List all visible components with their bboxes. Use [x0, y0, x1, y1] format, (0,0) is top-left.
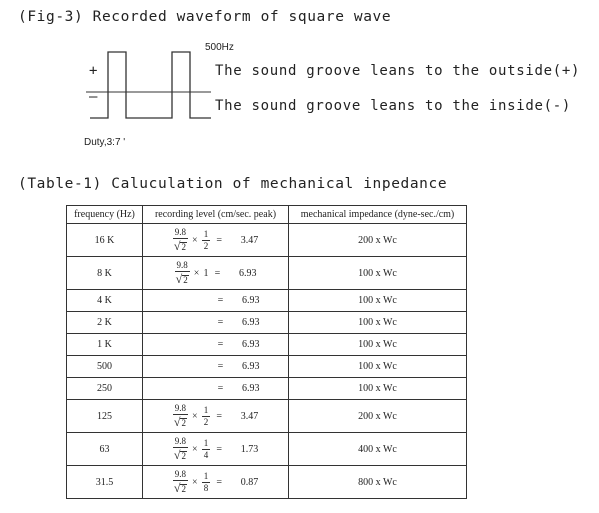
fraction-9.8-over-root2	[173, 228, 188, 252]
radicand: 2	[181, 418, 186, 428]
fraction-9.8-over-root2	[173, 437, 188, 461]
square-wave-trace	[90, 52, 211, 118]
mechanical-impedance-cell: 100 x Wc	[289, 334, 467, 356]
frequency-cell: 63	[67, 433, 143, 466]
fraction-numerator: 9.8	[176, 260, 188, 270]
outside-description: The sound groove leans to the outside(+)	[215, 63, 581, 79]
equals-sign: =	[217, 295, 224, 306]
recording-level-value: 6.93	[242, 317, 260, 328]
table-row	[67, 466, 467, 499]
equals-sign: =	[216, 443, 222, 455]
table-row	[67, 400, 467, 433]
recording-level-expression	[143, 261, 288, 285]
radical-sign: √	[173, 448, 181, 462]
frequency-cell: 31.5	[67, 466, 143, 499]
recording-level-expression	[143, 470, 288, 494]
equals-sign: =	[216, 410, 222, 422]
radicand: 2	[181, 451, 186, 461]
mechanical-impedance-cell: 100 x Wc	[289, 312, 467, 334]
figure-caption: (Fig-3) Recorded waveform of square wave	[18, 9, 392, 25]
fraction-9.8-over-root2	[173, 404, 188, 428]
coefficient-fraction	[202, 406, 211, 427]
equals-sign: =	[214, 267, 221, 279]
recording-level-value: 6.93	[242, 361, 260, 372]
header-frequency: frequency (Hz)	[67, 206, 143, 224]
mechanical-impedance-cell: 200 x Wc	[289, 224, 467, 257]
coefficient-numerator: 1	[203, 404, 209, 415]
recording-level-cell	[143, 400, 289, 433]
square-wave-diagram	[86, 48, 216, 128]
plus-sign: +	[89, 63, 98, 79]
radicand: 2	[181, 242, 186, 252]
frequency-cell: 125	[67, 400, 143, 433]
recording-level-value: 6.93	[242, 295, 260, 306]
frequency-label: 500Hz	[205, 42, 234, 53]
recording-level-cell	[143, 224, 289, 257]
recording-level-value: 3.47	[240, 234, 259, 246]
recording-level-cell	[143, 378, 289, 400]
frequency-cell: 2 K	[67, 312, 143, 334]
multiply-sign: ×	[192, 234, 198, 246]
square-root	[174, 239, 187, 252]
coefficient-plain: 1	[203, 267, 209, 279]
square-root	[174, 415, 187, 428]
recording-level-expression	[143, 228, 288, 252]
square-root	[176, 272, 189, 285]
inside-description: The sound groove leans to the inside(-)	[215, 98, 572, 114]
table-caption: (Table-1) Caluculation of mechanical inpedance	[18, 176, 448, 192]
table-row	[67, 433, 467, 466]
equals-sign: =	[216, 476, 222, 488]
fraction-numerator: 9.8	[174, 436, 187, 446]
radical-sign: √	[175, 272, 183, 286]
square-root	[174, 448, 187, 461]
header-recording-level: recording level (cm/sec. peak)	[143, 206, 289, 224]
equals-sign: =	[217, 317, 224, 328]
coefficient-numerator: 1	[203, 470, 209, 481]
multiply-sign: ×	[192, 476, 198, 488]
equals-sign: =	[217, 361, 224, 372]
radical-sign: √	[173, 481, 181, 495]
mechanical-impedance-cell: 100 x Wc	[289, 290, 467, 312]
recording-level-expression	[143, 383, 288, 394]
radical-sign: √	[173, 239, 181, 253]
recording-level-cell	[143, 334, 289, 356]
mechanical-impedance-cell: 100 x Wc	[289, 356, 467, 378]
coefficient-denominator: 2	[203, 240, 209, 251]
fraction-numerator: 9.8	[174, 403, 187, 413]
coefficient-numerator: 1	[203, 228, 209, 239]
duty-label: Duty,3:7 '	[84, 137, 126, 148]
recording-level-value: 6.93	[242, 383, 260, 394]
multiply-sign: ×	[192, 410, 198, 422]
header-mechanical-impedance: mechanical impedance (dyne-sec./cm)	[289, 206, 467, 224]
radicand: 2	[181, 484, 186, 494]
recording-level-expression	[143, 404, 288, 428]
table-row	[67, 257, 467, 290]
recording-level-value: 3.47	[240, 410, 259, 422]
recording-level-cell	[143, 312, 289, 334]
radical-sign: √	[173, 415, 181, 429]
recording-level-cell	[143, 433, 289, 466]
mechanical-impedance-cell: 100 x Wc	[289, 378, 467, 400]
recording-level-value: 6.93	[242, 339, 260, 350]
recording-level-expression	[143, 317, 288, 328]
radicand: 2	[183, 275, 188, 285]
equals-sign: =	[216, 234, 222, 246]
coefficient-fraction	[202, 439, 211, 460]
recording-level-expression	[143, 361, 288, 372]
fraction-numerator: 9.8	[174, 227, 187, 237]
coefficient-fraction	[202, 230, 211, 251]
fraction-9.8-over-root2	[173, 470, 188, 494]
recording-level-cell	[143, 257, 289, 290]
table-row	[67, 334, 467, 356]
fraction-9.8-over-root2	[175, 261, 190, 285]
recording-level-cell	[143, 290, 289, 312]
minus-sign: –	[89, 89, 98, 105]
recording-level-value: 1.73	[240, 443, 259, 455]
recording-level-value: 0.87	[240, 476, 259, 488]
coefficient-denominator: 2	[203, 416, 209, 427]
impedance-table	[66, 205, 467, 499]
table-header-row	[67, 206, 467, 224]
coefficient-fraction	[202, 472, 211, 493]
mechanical-impedance-cell: 200 x Wc	[289, 400, 467, 433]
square-root	[174, 481, 187, 494]
frequency-cell: 8 K	[67, 257, 143, 290]
fraction-numerator: 9.8	[174, 469, 187, 479]
multiply-sign: ×	[192, 443, 198, 455]
recording-level-expression	[143, 295, 288, 306]
table-row	[67, 378, 467, 400]
table-row	[67, 224, 467, 257]
mechanical-impedance-cell: 800 x Wc	[289, 466, 467, 499]
recording-level-value: 6.93	[238, 267, 257, 279]
frequency-cell: 250	[67, 378, 143, 400]
table-row	[67, 312, 467, 334]
recording-level-cell	[143, 356, 289, 378]
recording-level-expression	[143, 437, 288, 461]
frequency-cell: 500	[67, 356, 143, 378]
coefficient-numerator: 1	[203, 437, 209, 448]
mechanical-impedance-cell: 400 x Wc	[289, 433, 467, 466]
table-row	[67, 290, 467, 312]
frequency-cell: 1 K	[67, 334, 143, 356]
frequency-cell: 4 K	[67, 290, 143, 312]
coefficient-denominator: 8	[203, 482, 209, 493]
equals-sign: =	[217, 339, 224, 350]
equals-sign: =	[217, 383, 224, 394]
frequency-cell: 16 K	[67, 224, 143, 257]
table-row	[67, 356, 467, 378]
recording-level-expression	[143, 339, 288, 350]
recording-level-cell	[143, 466, 289, 499]
multiply-sign: ×	[193, 267, 200, 279]
coefficient-denominator: 4	[203, 449, 209, 460]
mechanical-impedance-cell: 100 x Wc	[289, 257, 467, 290]
